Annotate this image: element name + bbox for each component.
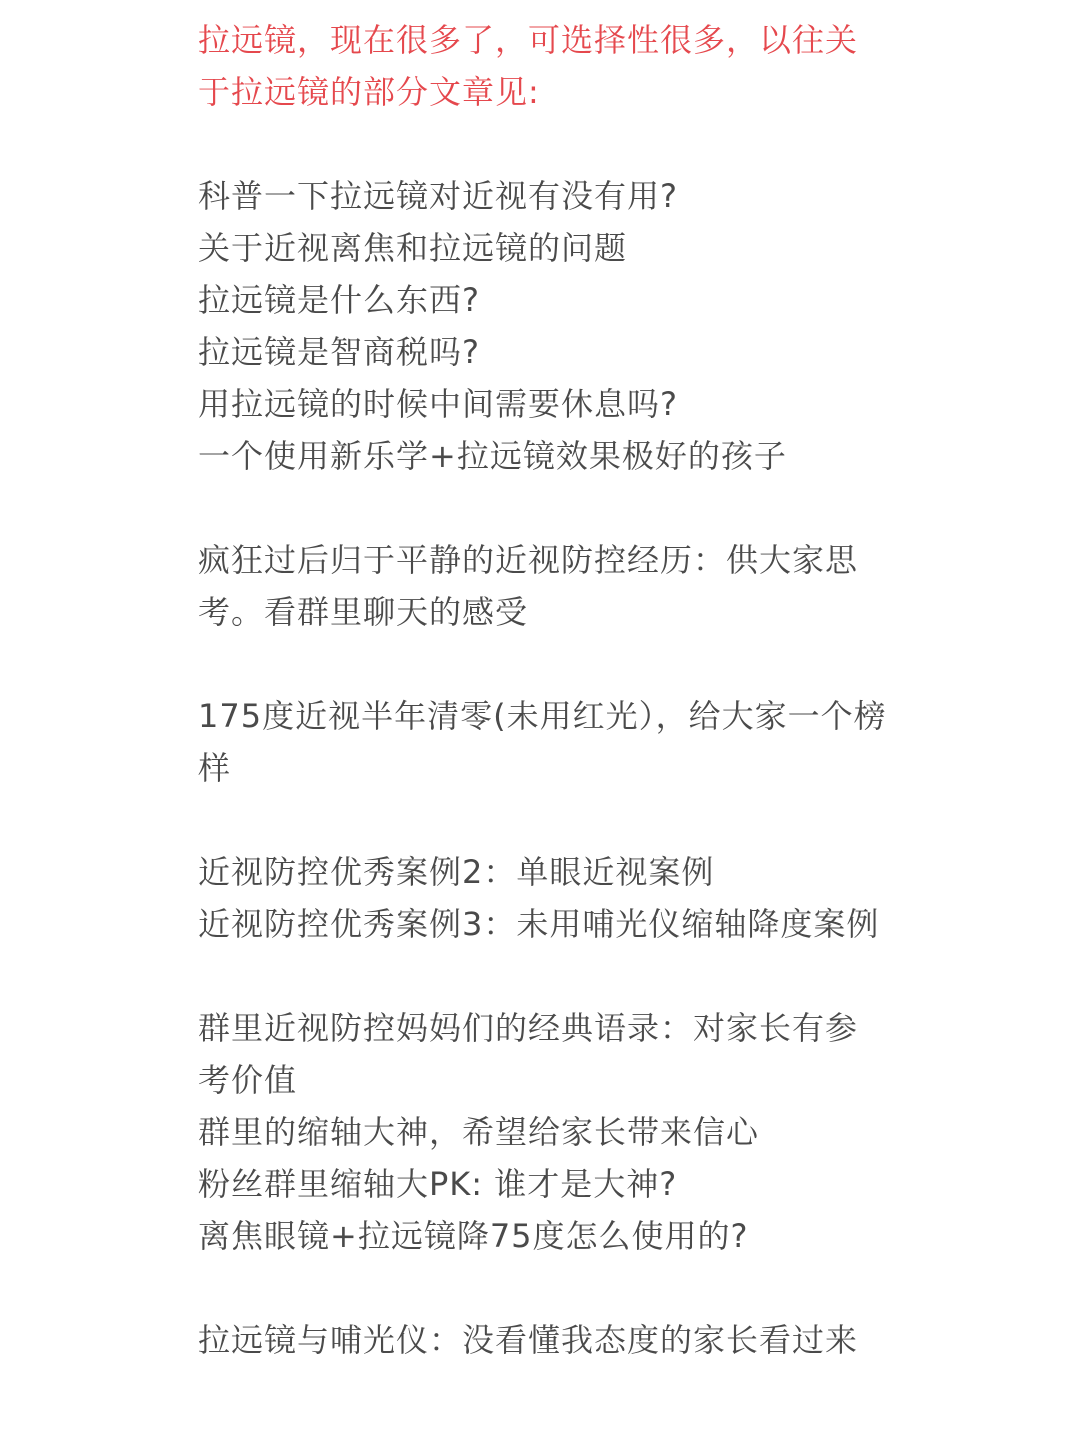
- article-link[interactable]: 离焦眼镜+拉远镜降75度怎么使用的?: [198, 1217, 749, 1255]
- article-link[interactable]: 群里的缩轴大神，希望给家长带来信心: [198, 1113, 760, 1151]
- article-link[interactable]: 拉远镜是智商税吗?: [198, 333, 480, 371]
- paragraph-gap: [198, 118, 888, 170]
- article-link[interactable]: 群里近视防控妈妈们的经典语录：对家长有参考价值: [198, 1009, 859, 1099]
- article-link[interactable]: 拉远镜是什么东西?: [198, 281, 480, 319]
- intro-paragraph: 拉远镜，现在很多了，可选择性很多，以往关于拉远镜的部分文章见:: [198, 21, 859, 111]
- article-link[interactable]: 一个使用新乐学+拉远镜效果极好的孩子: [198, 437, 787, 475]
- article-link[interactable]: 疯狂过后归于平静的近视防控经历：供大家思考。看群里聊天的感受: [198, 541, 859, 631]
- paragraph-gap: [198, 1262, 888, 1314]
- article-body: [198, 14, 888, 1366]
- paragraph-gap: [198, 638, 888, 690]
- article-link[interactable]: 科普一下拉远镜对近视有没有用?: [198, 177, 678, 215]
- article-link[interactable]: 近视防控优秀案例3：未用哺光仪缩轴降度案例: [198, 905, 880, 943]
- article-link[interactable]: 用拉远镜的时候中间需要休息吗?: [198, 385, 678, 423]
- article-link[interactable]: 近视防控优秀案例2：单眼近视案例: [198, 853, 715, 891]
- paragraph-gap: [198, 794, 888, 846]
- paragraph-gap: [198, 482, 888, 534]
- article-link[interactable]: 粉丝群里缩轴大PK: 谁才是大神?: [198, 1165, 678, 1203]
- paragraph-gap: [198, 950, 888, 1002]
- article-link[interactable]: 拉远镜与哺光仪：没看懂我态度的家长看过来: [198, 1321, 859, 1359]
- article-link[interactable]: 关于近视离焦和拉远镜的问题: [198, 229, 628, 267]
- article-link[interactable]: 175度近视半年清零(未用红光），给大家一个榜样: [198, 697, 887, 787]
